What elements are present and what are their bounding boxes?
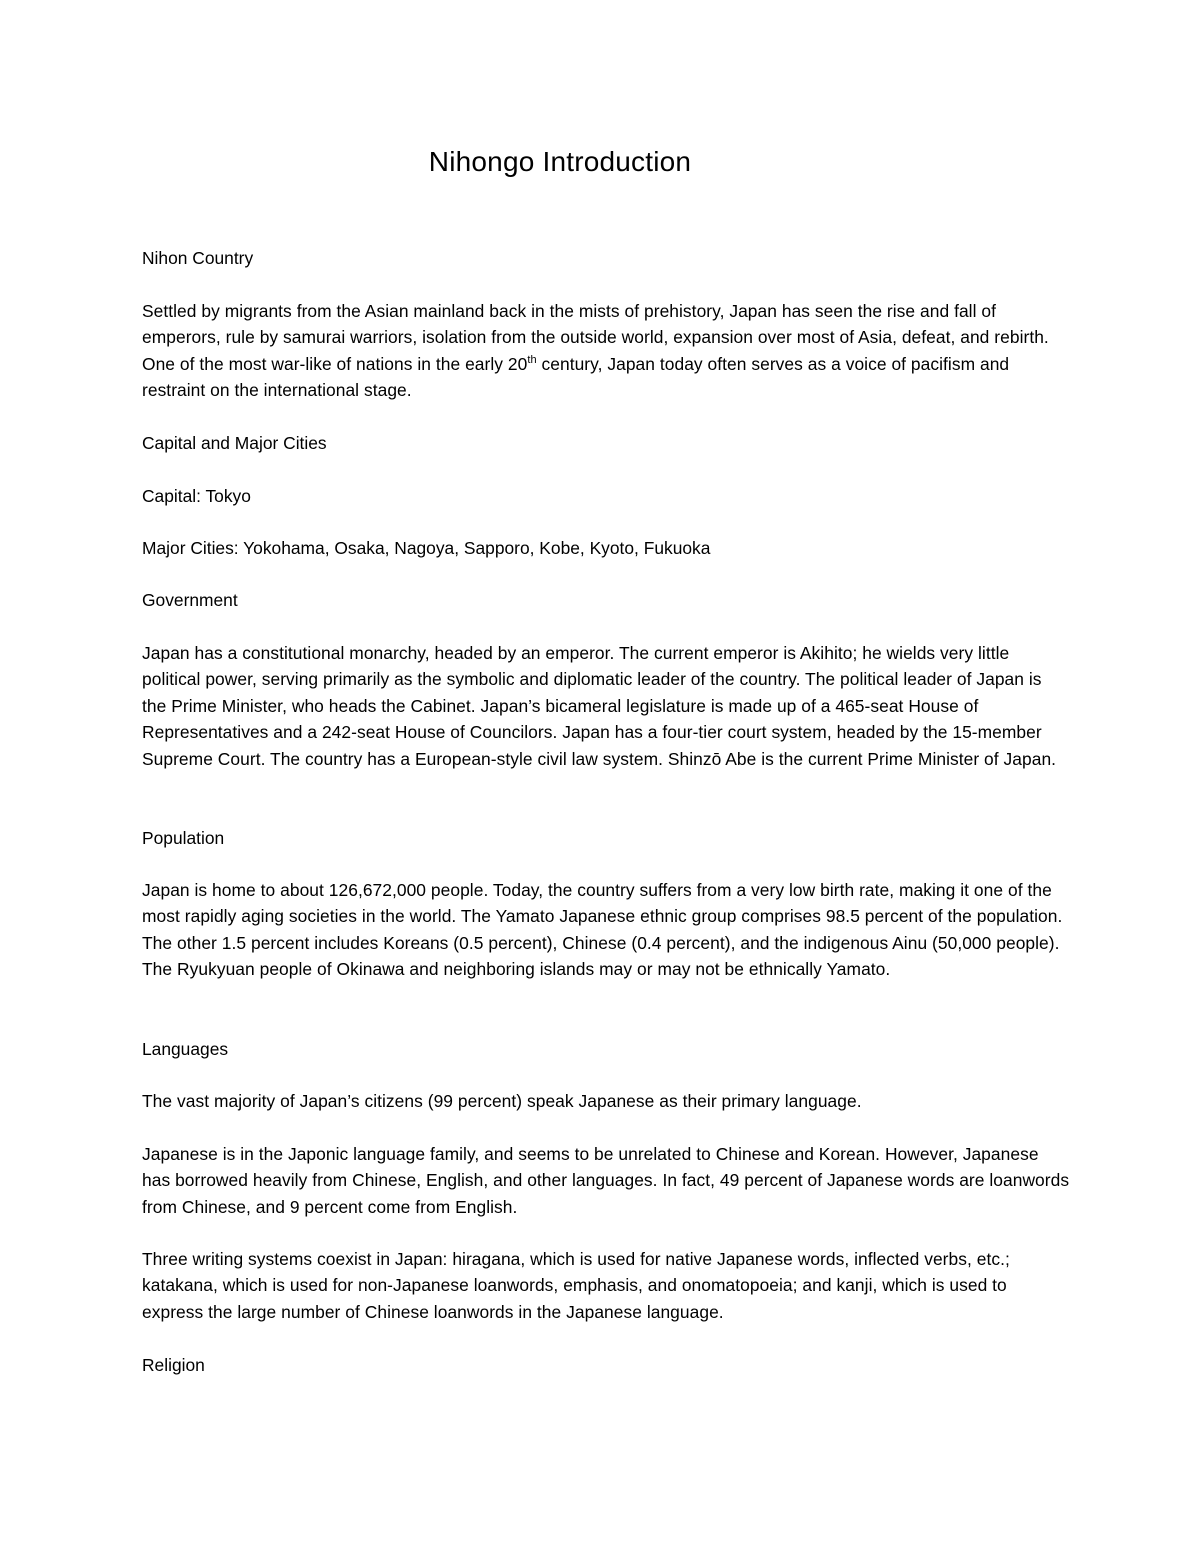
nihon-country-paragraph [142,298,1070,404]
ordinal-superscript: th [527,354,537,367]
languages-paragraph-1: The vast majority of Japan’s citizens (99 percent) speak Japanese as their primary language. [142,1091,862,1111]
section-heading-religion: Religion [142,1355,205,1375]
section-heading-languages: Languages [142,1039,229,1059]
section-heading-capital: Capital and Major Cities [142,433,327,453]
section-heading-nihon-country: Nihon Country [142,248,254,268]
nihon-country-text-part2: century, Japan today often serves as a voice of pacifism and restraint on the international stage. [142,353,1010,401]
languages-paragraph-2: Japanese is in the Japonic language family, and seems to be unrelated to Chinese and Korean. However, Japanese has borrowed heavily from Chinese, English, and other languages. In fact, 49 percent of Japanese words are loanwords from Chinese, and 9 percent come from English. [142,1144,1070,1217]
government-paragraph: Japan has a constitutional monarchy, headed by an emperor. The current emperor is Akihito; he wields very little political power, serving primarily as the symbolic and diplomatic leader of the country. The political leader of Japan is the Prime Minister, who heads the Cabinet. Japan’s bicameral legislature is made up of a 465-seat House of Representatives and a 242-seat House of Councilors. Japan has a four-tier court system, headed by the 15-member Supreme Court. The country has a European-style civil law system. Shinzō Abe is the current Prime Minister of Japan. [142,643,1057,769]
population-paragraph: Japan is home to about 126,672,000 people. Today, the country suffers from a very low birth rate, making it one of the most rapidly aging societies in the world. The Yamato Japanese ethnic group comprises 98.5 percent of the population. The other 1.5 percent includes Koreans (0.5 percent), Chinese (0.4 percent), and the indigenous Ainu (50,000 people). The Ryukyuan people of Okinawa and neighboring islands may or may not be ethnically Yamato. [142,880,1063,980]
major-cities-line: Major Cities: Yokohama, Osaka, Nagoya, Sapporo, Kobe, Kyoto, Fukuoka [142,538,711,558]
capital-line: Capital: Tokyo [142,486,251,506]
section-heading-government: Government [142,590,238,610]
languages-paragraph-3: Three writing systems coexist in Japan: hiragana, which is used for native Japanese words, inflected verbs, etc.; katakana, which is used for non-Japanese loanwords, emphasis, and onomatopoeia; and kanji, which is used to express the large number of Chinese loanwords in the Japanese language. [142,1249,1010,1322]
section-heading-population: Population [142,828,225,848]
page-title: Nihongo Introduction [428,146,692,177]
nihon-country-text-part1: Settled by migrants from the Asian mainland back in the mists of prehistory, Japan has seen the rise and fall of emperors, rule by samurai warriors, isolation from the outside world, expansion over most of Asia, defeat, and rebirth. One of the most war-like of nations in the early 20 [142,301,1049,374]
